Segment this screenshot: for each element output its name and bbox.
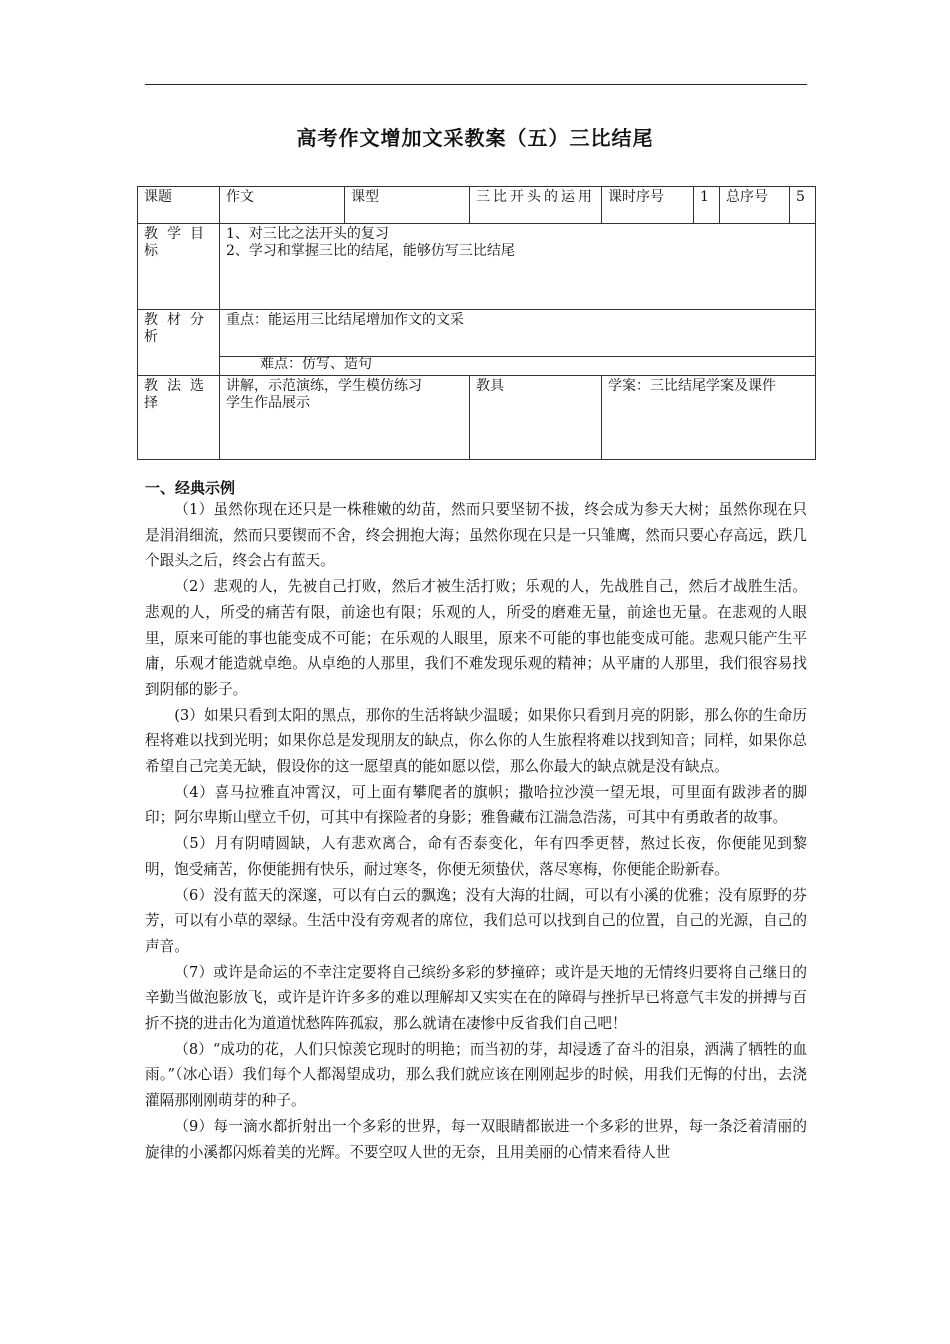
table-row: [138, 376, 816, 460]
examples-body: [145, 497, 807, 1165]
page-title: 高考作文增加文采教案（五）三比结尾: [296, 126, 654, 150]
section-heading: 一、经典示例: [145, 479, 236, 497]
header-rule: [145, 84, 807, 85]
method-item-2: 学生作品展示: [226, 395, 310, 411]
type-label: 课型: [345, 187, 470, 224]
total-label: 总序号: [720, 187, 790, 224]
example-paragraph: （9）每一滴水都折射出一个多彩的世界，每一双眼睛都嵌进一个多彩的世界，每一条泛着清丽的旋律的小溪都闪烁着美的光辉。不要空叹人世的无奈，且用美丽的心情来看待人世: [145, 1117, 807, 1161]
table-row: [138, 224, 816, 310]
lesson-info-table: [137, 186, 816, 460]
goal-cell: [220, 224, 816, 310]
topic-value: 作文: [220, 187, 345, 224]
goal-item-1: 1、对三比之法开头的复习: [226, 226, 389, 242]
type-value: 三比开头的运用: [470, 187, 602, 224]
table-row: [138, 310, 816, 376]
example-paragraph: （2）悲观的人，先被自己打败，然后才被生活打败；乐观的人，先战胜自己，然后才战胜生活。悲观的人，所受的痛苦有限，前途也有限；乐观的人，所受的磨难无量，前途也无量。在悲观的人眼里，原来可能的事也能变成不可能；在乐观的人眼里，原来不可能的事也能变成可能。悲观只能产生平庸，乐观才能造就卓绝。从卓绝的人那里，我们不难发现乐观的精神；从平庸的人那里，我们很容易找到阴郁的影子。: [145, 578, 807, 698]
example-paragraph: （6）没有蓝天的深邃，可以有白云的飘逸；没有大海的壮阔，可以有小溪的优雅；没有原野的芬芳，可以有小草的翠绿。生活中没有旁观者的席位，我们总可以找到自己的位置，自己的光源，自己的声音。: [145, 886, 807, 955]
tools-label: 教具: [470, 376, 602, 460]
key-point: 重点：能运用三比结尾增加作文的文采: [226, 312, 464, 328]
analysis-label: 教材分析: [138, 310, 220, 376]
example-paragraph: （5）月有阴晴圆缺，人有悲欢离合，命有否泰变化，年有四季更替，熬过长夜，你便能见到黎明，饱受痛苦，你便能拥有快乐，耐过寒冬，你便无须蛰伏，落尽寒梅，你便能企盼新春。: [145, 835, 807, 878]
method-item-1: 讲解，示范演练，学生模仿练习: [226, 378, 422, 394]
period-value: 1: [694, 187, 720, 224]
tools-value: 学案：三比结尾学案及课件: [602, 376, 816, 460]
difficulty: 难点：仿写、造句: [260, 356, 372, 372]
goal-item-2: 2、学习和掌握三比的结尾，能够仿写三比结尾: [226, 243, 515, 259]
period-label: 课时序号: [602, 187, 694, 224]
example-paragraph: （1）虽然你现在还只是一株稚嫩的幼苗，然而只要坚韧不拔，终会成为参天大树；虽然你现在只是涓涓细流，然而只要锲而不舍，终会拥抱大海；虽然你现在只是一只雏鹰，然而只要心存高远，跌几个跟头之后，终会占有蓝天。: [145, 501, 807, 570]
table-row: [138, 187, 816, 224]
example-paragraph: (3）如果只看到太阳的黑点，那你的生活将缺少温暖；如果你只看到月亮的阴影，那么你的生命历程将难以找到光明；如果你总是发现朋友的缺点，你么你的人生旅程将难以找到知音；同样，如果你总希望自己完美无缺，假设你的这一愿望真的能如愿以偿，那么你最大的缺点就是没有缺点。: [145, 706, 807, 776]
example-paragraph: （8）“成功的花，人们只惊羡它现时的明艳；而当初的芽，却浸透了奋斗的泪泉，洒满了牺牲的血雨。”（冰心语）我们每个人都渴望成功，那么我们就应该在刚刚起步的时候，用我们无悔的付出，去浇灌隔那刚刚萌芽的种子。: [145, 1040, 807, 1110]
goal-label: 教学目标: [138, 224, 220, 310]
topic-label: 课题: [138, 187, 220, 224]
table-inner-rule: [219, 356, 815, 357]
example-paragraph: （4）喜马拉雅直冲霄汉，可上面有攀爬者的旗帜；撒哈拉沙漠一望无垠，可里面有跋涉者的脚印；阿尔卑斯山壁立千仞，可其中有探险者的身影；雅鲁藏布江湍急浩荡，可其中有勇敢者的故事。: [145, 783, 807, 827]
method-cell: [220, 376, 470, 460]
total-value: 5: [790, 187, 816, 224]
analysis-cell: [220, 310, 816, 376]
example-paragraph: （7）或许是命运的不幸注定要将自己缤纷多彩的梦撞碎；或许是天地的无情终归要将自己继日的辛勤当做泡影放飞，或许是许许多多的难以理解却又实实在在的障碍与挫折早已将意气丰发的拼搏与百折不挠的进击化为道道忧愁阵阵孤寂，那么就请在凄惨中反省我们自己吧！: [145, 963, 807, 1033]
method-label: 教法选择: [138, 376, 220, 460]
